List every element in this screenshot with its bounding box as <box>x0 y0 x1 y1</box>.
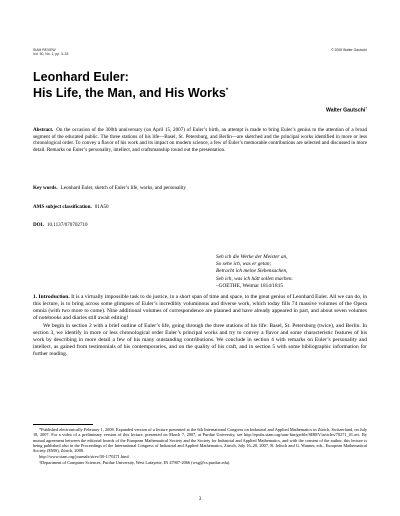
footnote-url: http://www.siam.org/journals/sirev/50-1/70271.html <box>39 453 129 459</box>
ams-text: 01A50 <box>94 204 109 210</box>
author-name <box>326 106 367 114</box>
keywords <box>33 185 367 192</box>
keywords-text: Leonhard Euler, sketch of Euler’s life, works, and personality <box>60 185 187 191</box>
title-line-1: Leonhard Euler: <box>33 70 129 84</box>
abstract-text: On the occasion of the 300th anniversary (on April 15, 2007) of Euler’s birth, an attempt is made to bring Euler’s genius to the attention of a broad segment of the educated public. The three stations of his life—Basel, St. Petersburg, and Berlin—are sketched and the principal works identified in more or less chronological order. To convey a flavor of his work and its impact on modern science, a few of Euler’s memorable contributions are selected and discussed in more detail. Remarks on Euler’s personality, intellect, and craftsmanship round out the presentation. <box>33 127 367 153</box>
ams-label: AMS subject classification. <box>33 204 92 210</box>
epigraph-line: Betracht ich meine Siebensachen, <box>216 268 288 275</box>
page-number: 3 <box>198 497 202 502</box>
footnote-publication: *Published electronically February 1, 2008. Expanded version of a lecture presented at the 6th International Congress on Industrial and Applied Mathematics in Zürich, Switzerland, on July 18, 2007. For a video of a preliminary version of this lecture, presented on March 7, 2007, at Purdue University, see http://epubs.siam.org/sam-bin/getfile/SIREV/articles/70271_01.avi. By mutual agreement between the editorial boards of the European Mathematical Society and the Society for Industrial and Applied Mathematics, and with the consent of the author, this lecture is being published also in the Proceedings of the International Congress of Industrial and Applied Mathematics, Zürich, July 16–20, 2007, R. Jeltsch and G. Wanner, eds., European Mathematical Society (EMS), Zürich, 2008. <box>33 427 367 454</box>
epigraph-line: Seh ich die Werke der Meister an, <box>216 254 288 260</box>
abstract <box>33 127 367 153</box>
doi-text: 10.1137/070702710 <box>46 222 88 228</box>
author-footnote-mark: † <box>365 106 367 110</box>
title-line-2 <box>33 85 367 101</box>
ams-classification <box>33 204 367 211</box>
section-heading: 1. Introduction. <box>33 294 70 300</box>
author-text: Walter Gautschi <box>326 107 366 114</box>
keywords-label: Key words. <box>33 185 58 191</box>
epigraph <box>216 254 366 290</box>
epigraph-attribution: –GOETHE, Weimar 1814/1815 <box>216 282 283 289</box>
epigraph-line: So sehe ich, was er getan; <box>216 261 272 268</box>
copyright-notice: © 2008 Walter Gautschi <box>331 48 367 52</box>
doi-label: DOI. <box>33 222 44 228</box>
footnote-rule <box>33 424 93 425</box>
journal-name: SIAM REVIEW <box>33 48 56 52</box>
doi <box>33 222 367 229</box>
volume-info: Vol. 50, No. 1, pp. 3–33 <box>33 52 69 57</box>
journal-info <box>33 48 68 57</box>
epigraph-line: Seh ich, was ich hätt sollen machen. <box>216 275 293 282</box>
footnotes <box>33 427 367 466</box>
intro-paragraph-1-text: It is a virtually impossible task to do justice, in a short span of time and space, to the great genius of Leonhard Euler. All we can do, in this lecture, is to bring across some glimpses of Euler’s incredibly voluminous and diverse work, which today fills 74 massive volumes of the Opera omnia (with two more to come). Nine additional volumes of correspondence are planned and have already appeared in part, and about seven volumes of notebooks and diaries still await editing! <box>33 294 368 322</box>
footnote-affiliation: †Department of Computer Sciences, Purdue University, West Lafayette, IN 47907-2066 (wxg@cs.purdue.edu). <box>39 459 231 465</box>
intro-paragraph-1 <box>33 294 367 323</box>
introduction-section <box>33 294 367 358</box>
title-footnote-mark: * <box>225 87 229 94</box>
abstract-label: Abstract. <box>33 127 54 133</box>
title-line-2-text: His Life, the Man, and His Works <box>33 86 226 100</box>
paper-title <box>33 69 367 101</box>
intro-paragraph-2: We begin in section 2 with a brief outline of Euler’s life, going through the three stations of his life: Basel, St. Petersburg (twice), and Berlin. In section 3, we identify in more or less chronological order Euler’s principal works and try to convey a flavor and some characteristic features of his work by describing in more detail a few of his many outstanding contributions. We conclude in section 4 with remarks on Euler’s personality and intellect, as gained from testimonials of his contemporaries, and on the quality of his craft, and in section 5 with some bibliographic information for further reading. <box>33 322 367 358</box>
